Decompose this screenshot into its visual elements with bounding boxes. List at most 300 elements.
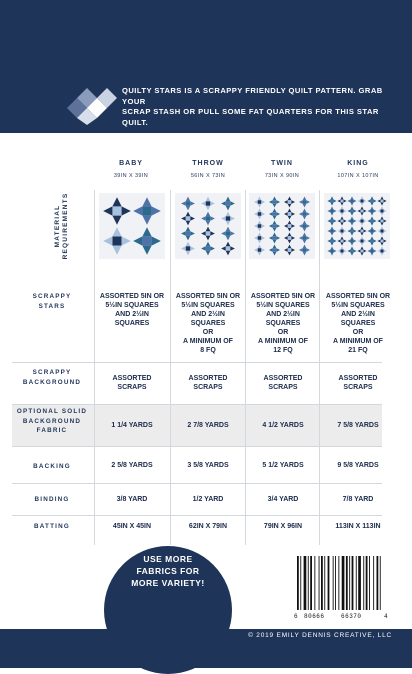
barcode-bar xyxy=(346,556,348,610)
star-piece xyxy=(306,236,310,240)
star-piece xyxy=(360,226,363,229)
star-piece xyxy=(269,248,273,252)
star-piece xyxy=(330,253,333,256)
table-cell xyxy=(320,421,396,430)
table-cell xyxy=(170,495,246,504)
barcode-bar xyxy=(297,556,299,610)
barcode-bar xyxy=(363,556,364,610)
star-piece xyxy=(347,249,350,252)
star-piece xyxy=(142,227,151,236)
star-piece xyxy=(273,248,277,252)
barcode-bar xyxy=(377,556,379,610)
star-piece xyxy=(340,209,343,212)
table-cell-line: 7 5/8 YARDS xyxy=(337,422,379,429)
star-piece xyxy=(327,199,330,202)
star-piece xyxy=(380,206,383,209)
star-piece xyxy=(370,213,373,216)
table-divider xyxy=(94,190,95,545)
star-piece xyxy=(330,249,333,252)
star-piece xyxy=(340,196,343,199)
star-piece xyxy=(370,229,373,232)
star-piece xyxy=(291,200,295,204)
star-piece xyxy=(288,212,292,216)
star-piece xyxy=(364,249,367,252)
star-piece xyxy=(181,201,186,206)
table-cell-line: OR xyxy=(202,329,214,336)
star-piece xyxy=(370,223,373,226)
star-piece xyxy=(230,216,235,221)
star-piece xyxy=(303,228,307,232)
table-cell-line: 9 5/8 YARDS xyxy=(337,462,379,469)
star-piece xyxy=(340,253,343,256)
barcode-bar xyxy=(314,556,315,610)
table-cell-line: A MINIMUM OF xyxy=(333,338,383,345)
star-piece xyxy=(370,196,373,199)
star-piece xyxy=(226,251,231,256)
star-piece xyxy=(206,236,211,241)
star-piece xyxy=(350,203,353,206)
star-piece xyxy=(370,206,373,209)
table-cell-line: A MINIMUM OF xyxy=(183,338,233,345)
table-cell-line: ASSORTED xyxy=(188,375,228,382)
barcode-bar xyxy=(319,556,320,610)
table-cell-line: AND 2½IN xyxy=(191,311,225,318)
table-cell-line: 12 FQ xyxy=(273,347,293,354)
star-piece xyxy=(269,224,273,228)
star-piece xyxy=(258,244,262,248)
star-piece xyxy=(360,219,363,222)
row-label-line: OPTIONAL SOLID xyxy=(16,408,88,415)
star-piece xyxy=(340,233,343,236)
star-piece xyxy=(303,224,307,228)
table-cell xyxy=(245,495,321,504)
star-piece xyxy=(269,212,273,216)
star-piece xyxy=(384,249,387,252)
barcode-bar xyxy=(300,556,301,610)
barcode-digit-4: 4 xyxy=(384,613,389,620)
star-piece xyxy=(201,231,206,236)
star-piece xyxy=(374,249,377,252)
star-piece xyxy=(347,209,350,212)
star-piece xyxy=(370,219,373,222)
table-cell-line: 4 1/2 YARDS xyxy=(262,422,304,429)
star-piece xyxy=(327,239,330,242)
table-cell-line: AND 2½IN xyxy=(266,311,300,318)
star-piece xyxy=(303,216,307,220)
star-piece xyxy=(364,219,367,222)
star-piece xyxy=(190,246,195,251)
star-piece xyxy=(273,228,277,232)
star-piece xyxy=(288,248,292,252)
star-piece xyxy=(299,248,303,252)
star-piece xyxy=(186,246,191,251)
star-piece xyxy=(288,252,292,256)
row-divider xyxy=(12,362,382,363)
star-piece xyxy=(367,229,370,232)
star-piece xyxy=(374,239,377,242)
star-piece xyxy=(261,200,265,204)
star-piece xyxy=(112,227,121,236)
star-piece xyxy=(334,229,337,232)
quilt-preview-twin-image xyxy=(249,193,315,259)
star-piece xyxy=(340,236,343,239)
star-piece xyxy=(186,212,191,217)
star-piece xyxy=(337,249,340,252)
star-piece xyxy=(330,219,333,222)
star-piece xyxy=(258,220,262,224)
table-cell xyxy=(320,461,396,470)
table-cell xyxy=(245,374,321,392)
star-piece xyxy=(380,226,383,229)
table-cell-line: 8 FQ xyxy=(200,347,216,354)
star-piece xyxy=(201,216,206,221)
star-piece xyxy=(330,243,333,246)
star-piece xyxy=(360,229,363,232)
star-piece xyxy=(103,206,112,215)
requirements-label-line: REQUIREMENTS xyxy=(62,192,69,260)
callout-line-2: FABRICS FOR xyxy=(136,566,200,576)
star-piece xyxy=(357,239,360,242)
column-header-throw: THROW xyxy=(192,160,224,167)
star-piece xyxy=(103,236,112,245)
star-piece xyxy=(142,216,151,225)
star-piece xyxy=(261,236,265,240)
barcode-bar xyxy=(324,556,325,610)
star-piece xyxy=(337,199,340,202)
star-piece xyxy=(377,209,380,212)
star-piece xyxy=(380,213,383,216)
barcode-bar xyxy=(356,556,357,610)
row-divider xyxy=(12,483,382,484)
star-piece xyxy=(350,253,353,256)
star-piece xyxy=(340,226,343,229)
star-piece xyxy=(337,209,340,212)
star-piece xyxy=(334,239,337,242)
star-piece xyxy=(364,209,367,212)
star-piece xyxy=(367,249,370,252)
barcode-bar xyxy=(349,556,350,610)
star-piece xyxy=(303,196,307,200)
star-piece xyxy=(380,223,383,226)
star-piece xyxy=(230,246,235,251)
star-piece xyxy=(273,232,277,236)
star-piece xyxy=(377,219,380,222)
star-piece xyxy=(303,236,307,240)
barcode-bars-icon xyxy=(293,554,391,612)
barcode-bar xyxy=(328,556,330,610)
table-cell-line: 1 1/4 YARDS xyxy=(111,422,153,429)
star-piece xyxy=(291,236,295,240)
star-piece xyxy=(258,212,262,216)
row-divider xyxy=(12,404,382,405)
star-piece xyxy=(370,236,373,239)
star-piece xyxy=(330,213,333,216)
table-cell-line: SCRAPS xyxy=(343,384,373,391)
star-piece xyxy=(142,206,151,215)
star-piece xyxy=(330,196,333,199)
star-piece xyxy=(226,227,231,232)
star-piece xyxy=(357,249,360,252)
star-piece xyxy=(258,232,262,236)
star-piece xyxy=(142,246,151,255)
star-piece xyxy=(254,212,258,216)
star-piece xyxy=(288,216,292,220)
star-piece xyxy=(112,206,121,215)
star-piece xyxy=(152,236,161,245)
star-piece xyxy=(330,223,333,226)
intro-line-2: SCRAP STASH OR PULL SOME FAT QUARTERS FOR THIS STAR QUILT. xyxy=(122,107,379,127)
star-piece xyxy=(288,224,292,228)
star-piece xyxy=(303,248,307,252)
table-cell-line: OR xyxy=(352,329,364,336)
star-piece xyxy=(380,209,383,212)
star-piece xyxy=(350,226,353,229)
star-piece xyxy=(357,209,360,212)
star-piece xyxy=(206,206,211,211)
star-piece xyxy=(190,216,195,221)
barcode-bar xyxy=(321,556,323,610)
star-piece xyxy=(377,249,380,252)
star-piece xyxy=(122,206,131,215)
table-cell xyxy=(170,461,246,470)
star-piece xyxy=(370,226,373,229)
star-piece xyxy=(186,242,191,247)
table-cell-line: SQUARES xyxy=(190,320,226,327)
barcode-bar xyxy=(358,556,361,610)
star-piece xyxy=(273,224,277,228)
table-cell-line: OR xyxy=(277,329,289,336)
intro-line-1: QUILTY STARS IS A SCRAPPY FRIENDLY QUILT PATTERN. GRAB YOUR xyxy=(122,86,383,106)
star-piece xyxy=(258,204,262,208)
table-divider xyxy=(170,190,171,545)
row-label-line: BACKING xyxy=(33,463,71,470)
barcode-bar xyxy=(369,556,370,610)
star-piece xyxy=(354,229,357,232)
star-piece xyxy=(303,208,307,212)
star-piece xyxy=(360,223,363,226)
star-piece xyxy=(303,200,307,204)
table-cell-line: 113IN X 113IN xyxy=(335,523,381,530)
star-piece xyxy=(330,236,333,239)
star-piece xyxy=(380,229,383,232)
table-cell-line: 1/2 YARD xyxy=(192,496,224,503)
table-cell-line: 3/8 YARD xyxy=(116,496,148,503)
star-piece xyxy=(340,199,343,202)
column-size-twin: 73IN X 90IN xyxy=(264,173,300,179)
star-piece xyxy=(258,216,262,220)
star-piece xyxy=(347,229,350,232)
table-cell-line: AND 2½IN xyxy=(115,311,149,318)
table-cell xyxy=(320,374,396,392)
star-piece xyxy=(360,216,363,219)
table-cell xyxy=(94,522,170,531)
star-piece xyxy=(350,199,353,202)
column-size-throw: 56IN X 73IN xyxy=(190,173,226,179)
star-piece xyxy=(186,221,191,226)
column-header-twin: TWIN xyxy=(271,160,293,167)
star-piece xyxy=(340,229,343,232)
row-label xyxy=(12,368,92,387)
table-cell xyxy=(94,495,170,504)
column-size-king: 107IN X 107IN xyxy=(337,173,379,179)
row-label-line: BATTING xyxy=(34,523,70,530)
star-piece xyxy=(226,246,231,251)
star-piece xyxy=(186,251,191,256)
star-piece xyxy=(258,240,262,244)
star-piece xyxy=(230,231,235,236)
star-piece xyxy=(258,252,262,256)
star-piece xyxy=(284,248,288,252)
star-piece xyxy=(340,246,343,249)
star-piece xyxy=(384,219,387,222)
star-piece xyxy=(226,206,231,211)
table-cell-line: ASSORTED xyxy=(112,375,152,382)
table-cell-line: 2 5/8 YARDS xyxy=(111,462,153,469)
star-piece xyxy=(380,239,383,242)
star-piece xyxy=(288,196,292,200)
star-piece xyxy=(364,199,367,202)
star-piece xyxy=(258,200,262,204)
row-label-line: FABRIC xyxy=(36,427,68,434)
star-piece xyxy=(330,209,333,212)
row-label-line: SCRAPPY xyxy=(32,293,72,300)
star-piece xyxy=(299,212,303,216)
star-piece xyxy=(258,208,262,212)
star-piece xyxy=(206,221,211,226)
star-piece xyxy=(334,199,337,202)
barcode-bar xyxy=(338,556,339,610)
star-piece xyxy=(340,216,343,219)
star-piece xyxy=(288,220,292,224)
copyright-text: © 2019 EMILY DENNIS CREATIVE, LLC xyxy=(248,632,392,639)
table-cell-line: ASSORTED 5IN OR xyxy=(250,293,316,300)
star-piece xyxy=(334,209,337,212)
table-divider xyxy=(245,190,246,545)
column-header-baby: BABY xyxy=(119,160,143,167)
star-piece xyxy=(254,248,258,252)
star-piece xyxy=(206,201,211,206)
star-piece xyxy=(303,244,307,248)
star-piece xyxy=(273,196,277,200)
barcode-bar xyxy=(373,556,374,610)
star-piece xyxy=(226,242,231,247)
star-piece xyxy=(360,203,363,206)
material-requirements-label xyxy=(54,193,70,260)
barcode-bar xyxy=(380,556,381,610)
star-piece xyxy=(374,229,377,232)
star-piece xyxy=(303,212,307,216)
star-piece xyxy=(370,199,373,202)
star-piece xyxy=(350,229,353,232)
star-piece xyxy=(303,240,307,244)
star-piece xyxy=(350,216,353,219)
star-piece xyxy=(340,206,343,209)
star-piece xyxy=(374,209,377,212)
star-piece xyxy=(288,244,292,248)
star-piece xyxy=(186,201,191,206)
star-piece xyxy=(370,216,373,219)
star-piece xyxy=(344,209,347,212)
star-piece xyxy=(384,229,387,232)
star-piece xyxy=(360,246,363,249)
star-piece xyxy=(276,200,280,204)
star-piece xyxy=(380,219,383,222)
table-cell xyxy=(245,421,321,430)
star-piece xyxy=(367,209,370,212)
star-piece xyxy=(303,232,307,236)
star-piece xyxy=(350,249,353,252)
star-piece xyxy=(226,216,231,221)
star-piece xyxy=(142,197,151,206)
table-cell-line: 79IN X 96IN xyxy=(263,523,303,530)
star-piece xyxy=(370,243,373,246)
row-label xyxy=(12,522,92,532)
star-piece xyxy=(269,200,273,204)
row-divider xyxy=(12,446,382,447)
table-cell xyxy=(94,461,170,470)
star-piece xyxy=(221,246,226,251)
row-label xyxy=(12,407,92,436)
callout-text xyxy=(118,553,218,589)
star-piece xyxy=(367,239,370,242)
table-cell xyxy=(320,495,396,504)
barcode-bar xyxy=(333,556,334,610)
star-piece xyxy=(210,231,215,236)
table-cell xyxy=(245,292,321,355)
star-piece xyxy=(186,231,191,236)
star-piece xyxy=(384,199,387,202)
star-piece xyxy=(273,216,277,220)
star-piece xyxy=(276,248,280,252)
star-piece xyxy=(306,224,310,228)
star-piece xyxy=(206,251,211,256)
star-piece xyxy=(273,204,277,208)
barcode-digits-3: 66370 xyxy=(341,613,362,620)
star-piece xyxy=(380,199,383,202)
star-piece xyxy=(367,199,370,202)
star-piece xyxy=(380,246,383,249)
star-piece xyxy=(221,216,226,221)
table-cell-line: 5½IN SQUARES xyxy=(331,302,385,309)
row-label-line: BACKGROUND xyxy=(22,378,82,386)
star-piece xyxy=(360,206,363,209)
star-piece xyxy=(357,229,360,232)
star-piece xyxy=(360,209,363,212)
star-piece xyxy=(337,219,340,222)
barcode-digit-1: 6 xyxy=(294,613,299,620)
star-piece xyxy=(186,206,191,211)
table-cell-line: SCRAPS xyxy=(117,384,147,391)
star-piece xyxy=(327,209,330,212)
row-label xyxy=(12,495,92,505)
table-cell-line: SQUARES xyxy=(340,320,376,327)
table-cell-line: AND 2½IN xyxy=(341,311,375,318)
table-cell-line: SQUARES xyxy=(265,320,301,327)
star-piece xyxy=(380,243,383,246)
table-cell-line: 2 7/8 YARDS xyxy=(187,422,229,429)
star-piece xyxy=(273,212,277,216)
star-piece xyxy=(360,213,363,216)
table-cell-line: ASSORTED 5IN OR xyxy=(325,293,391,300)
row-label-line: BINDING xyxy=(34,496,70,503)
quilt-preview-baby-image xyxy=(99,193,165,259)
star-piece xyxy=(284,212,288,216)
star-piece xyxy=(273,220,277,224)
star-piece xyxy=(360,239,363,242)
star-piece xyxy=(181,246,186,251)
star-piece xyxy=(330,199,333,202)
star-piece xyxy=(337,229,340,232)
